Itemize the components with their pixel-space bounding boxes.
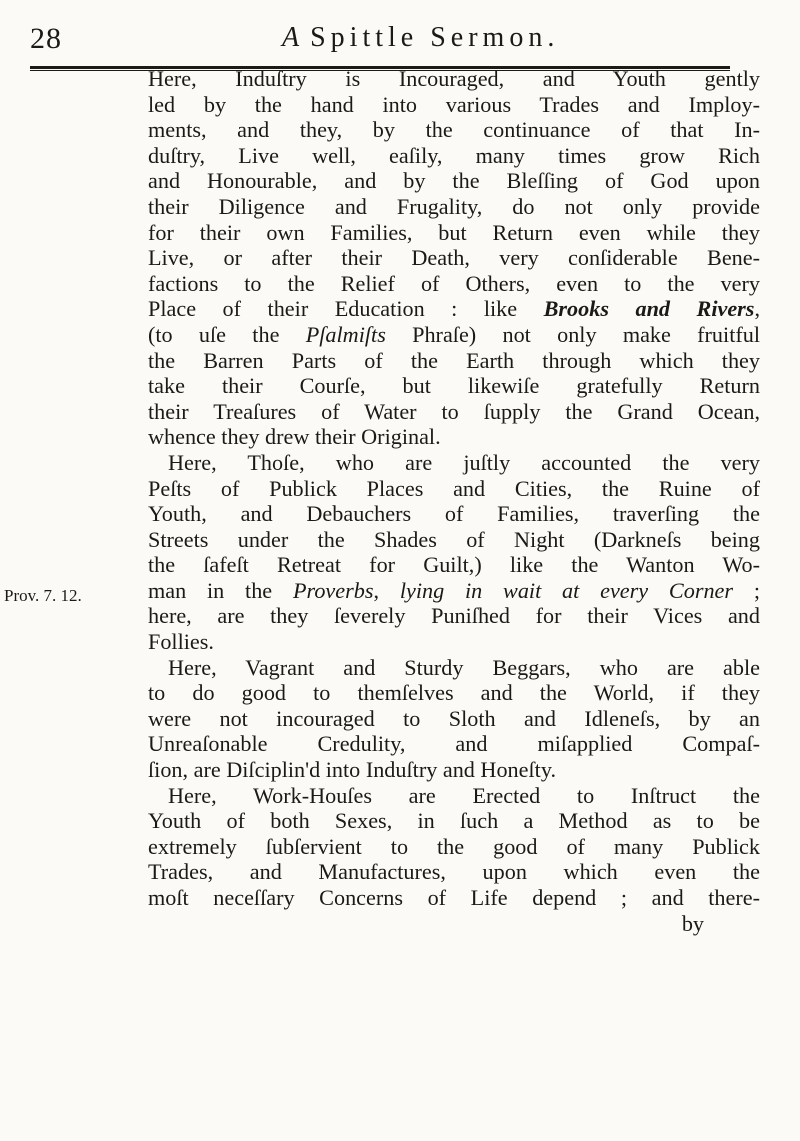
text-run: , — [373, 577, 400, 603]
text-line — [148, 527, 760, 553]
text-line — [148, 706, 760, 732]
text-line — [148, 552, 760, 578]
text-run: man in the — [148, 577, 293, 603]
text-run: the ſafeſt Retreat for Guilt,) like the Wanton Wo- — [148, 552, 760, 578]
text-run: Peſts of Publick Places and Cities, the Ruine of — [148, 475, 760, 501]
text-line — [148, 348, 760, 374]
running-title — [282, 22, 559, 54]
text-line — [148, 245, 760, 271]
text-line — [148, 834, 760, 860]
emphasis-text: lying in wait at every Corner — [399, 577, 734, 603]
text-line — [148, 476, 760, 502]
text-run: Place of their Education : like — [148, 296, 544, 322]
text-run: Youth, and Debauchers of Families, traverſing the — [148, 501, 760, 527]
text-run: were not incouraged to Sloth and Idleneſs, by an — [148, 705, 760, 731]
text-line — [148, 66, 760, 92]
text-line — [148, 168, 760, 194]
text-line — [148, 578, 760, 604]
text-run: Streets under the Shades of Night (Darkneſs being — [148, 526, 760, 552]
text-run: , — [754, 296, 760, 322]
text-run: ; — [733, 577, 760, 603]
text-run: Youth of both Sexes, in ſuch a Method as to be — [148, 808, 760, 834]
text-run: Phraſe) not only make fruitful — [385, 321, 761, 347]
text-run: here, are they ſeverely Puniſhed for their Vices and — [148, 603, 760, 629]
page-number: 28 — [30, 22, 62, 55]
text-line — [148, 885, 760, 911]
text-run: Here, Thoſe, who are juſtly accounted the very — [168, 449, 760, 475]
running-title-text: Spittle Sermon. — [310, 22, 560, 53]
emphasis-text: Proverbs — [292, 577, 374, 603]
text-run: for their own Families, but Return even while they — [148, 219, 760, 245]
margin-note: Prov. 7. 12. — [4, 586, 82, 605]
text-run: extremely ſubſervient to the good of many Publick — [148, 833, 760, 859]
text-line — [148, 399, 760, 425]
text-line — [148, 757, 760, 783]
text-run: the Barren Parts of the Earth through which they — [148, 347, 760, 373]
text-line — [148, 424, 760, 450]
text-line — [148, 117, 760, 143]
text-run: Trades, and Manufactures, upon which even the — [148, 859, 760, 885]
text-run: Live, or after their Death, very conſiderable Bene- — [148, 245, 760, 271]
text-run: by — [681, 910, 704, 936]
text-line — [148, 194, 760, 220]
text-line — [148, 603, 760, 629]
text-run: moſt neceſſary Concerns of Life depend ; and there- — [148, 885, 760, 910]
text-run: Here, Vagrant and Sturdy Beggars, who are able — [168, 654, 760, 680]
text-run: Follies. — [148, 629, 214, 655]
text-run: Here, Work-Houſes are Erected to Inſtruct the — [168, 782, 760, 808]
text-line — [148, 92, 760, 118]
catchword — [148, 911, 760, 937]
text-line — [148, 373, 760, 399]
text-run: whence they drew their Original. — [148, 424, 441, 450]
text-run: ments, and they, by the continuance of that In- — [148, 117, 760, 143]
text-line — [148, 322, 760, 348]
text-run: ſion, are Diſciplin'd into Induſtry and Honeſty. — [148, 757, 557, 783]
text-run: factions to the Relief of Others, even to the very — [148, 270, 760, 296]
emphasis-text: Brooks and Rivers — [543, 296, 755, 322]
text-run: their Diligence and Frugality, do not only provide — [148, 193, 760, 219]
text-run: led by the hand into various Trades and Imploy- — [148, 91, 760, 117]
text-line — [148, 783, 760, 809]
text-line — [148, 629, 760, 655]
text-line — [148, 655, 760, 681]
text-line — [148, 680, 760, 706]
text-line — [148, 808, 760, 834]
text-line — [148, 220, 760, 246]
text-line — [148, 859, 760, 885]
running-title-article: A — [282, 22, 305, 53]
text-run: Unreaſonable Credulity, and miſapplied Compaſ- — [148, 731, 760, 757]
text-line — [148, 450, 760, 476]
text-line — [148, 143, 760, 169]
text-line — [148, 501, 760, 527]
text-line — [148, 731, 760, 757]
text-run: duſtry, Live well, eaſily, many times grow Rich — [148, 142, 760, 168]
text-run: and Honourable, and by the Bleſſing of God upon — [148, 168, 760, 194]
running-header — [30, 14, 770, 58]
text-run: their Treaſures of Water to ſupply the Grand Ocean, — [148, 398, 760, 424]
text-run: Here, Induſtry is Incouraged, and Youth gently — [148, 66, 760, 91]
text-line — [148, 296, 760, 322]
text-line — [148, 271, 760, 297]
body-text — [148, 66, 760, 936]
emphasis-text: Pſalmiſts — [305, 321, 386, 347]
text-run: to do good to themſelves and the World, if they — [148, 680, 760, 706]
text-run: (to uſe the — [148, 321, 306, 347]
text-run: take their Courſe, but likewiſe gratefully Return — [148, 373, 760, 399]
